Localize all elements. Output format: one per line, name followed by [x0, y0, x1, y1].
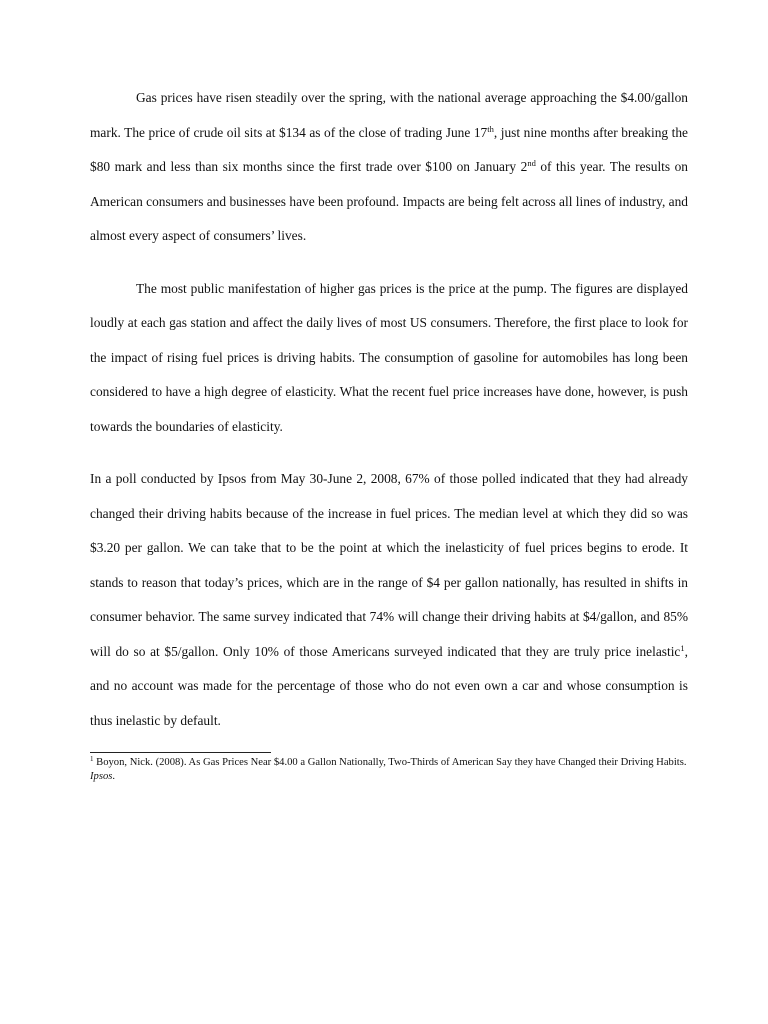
ordinal-suffix: nd: [527, 158, 536, 168]
paragraph-text: , and no account was made for the percentage of those who do not even own a car and whose consumption is thus inelastic by default.: [90, 643, 688, 728]
paragraph-text: In a poll conducted by Ipsos from May 30-June 2, 2008, 67% of those polled indicated that they had already changed their driving habits because of the increase in fuel prices. The median level at which they did so was $3.20 per gallon. We can take that to be the point at which the inelasticity of fuel prices begins to erode. It stands to reason that today’s prices, which are in the range of $4 per gallon nationally, has resulted in shifts in consumer behavior. The same survey indicated that 74% will change their driving habits at $4/gallon, and 85% will do so at $5/gallon. Only 10% of those Americans surveyed indicated that they are truly price inelastic: [90, 471, 688, 659]
footnote-reference[interactable]: 1: [680, 642, 685, 653]
paragraph-gap: [90, 254, 688, 272]
footnote-source: Ipsos: [90, 770, 113, 782]
paragraph-gas-prices: [90, 81, 688, 254]
paragraph-text: The most public manifestation of higher gas prices is the price at the pump. The figures are displayed loudly at each gas station and affect the daily lives of most US consumers. Therefore, the first place to look for the impact of rising fuel prices is driving habits. The consumption of gasoline for automobiles has long been considered to have a high degree of elasticity. What the recent fuel price increases have done, however, is push towards the boundaries of elasticity.: [90, 280, 688, 434]
footnote: [90, 756, 688, 783]
ordinal-suffix: th: [487, 123, 494, 134]
footnote-text: Boyon, Nick. (2008). As Gas Prices Near $4.00 a Gallon Nationally, Two-Thirds of American Say they have Changed their Driving Habits.: [93, 757, 687, 768]
paragraph-price-at-pump: [90, 272, 688, 445]
paragraph-text: Gas prices have risen steadily over the spring, with the national average approaching the $4.00/gallon mark. The price of crude oil sits at $134 as of the close of trading June 17: [90, 90, 688, 140]
footnote-marker: 1: [90, 755, 94, 763]
document-page: [90, 81, 688, 783]
footnote-end: .: [112, 770, 116, 782]
paragraph-gap: [90, 444, 688, 462]
paragraph-text: , just nine months after breaking the $80 mark and less than six months since the first trade over $100 on January 2: [90, 124, 688, 174]
footnote-separator: [90, 752, 271, 753]
paragraph-text: of this year. The results on American consumers and businesses have been profound. Impacts are being felt across all lines of industry, and almost every aspect of consumers’ lives.: [90, 159, 688, 243]
paragraph-ipsos-poll: [90, 462, 688, 738]
